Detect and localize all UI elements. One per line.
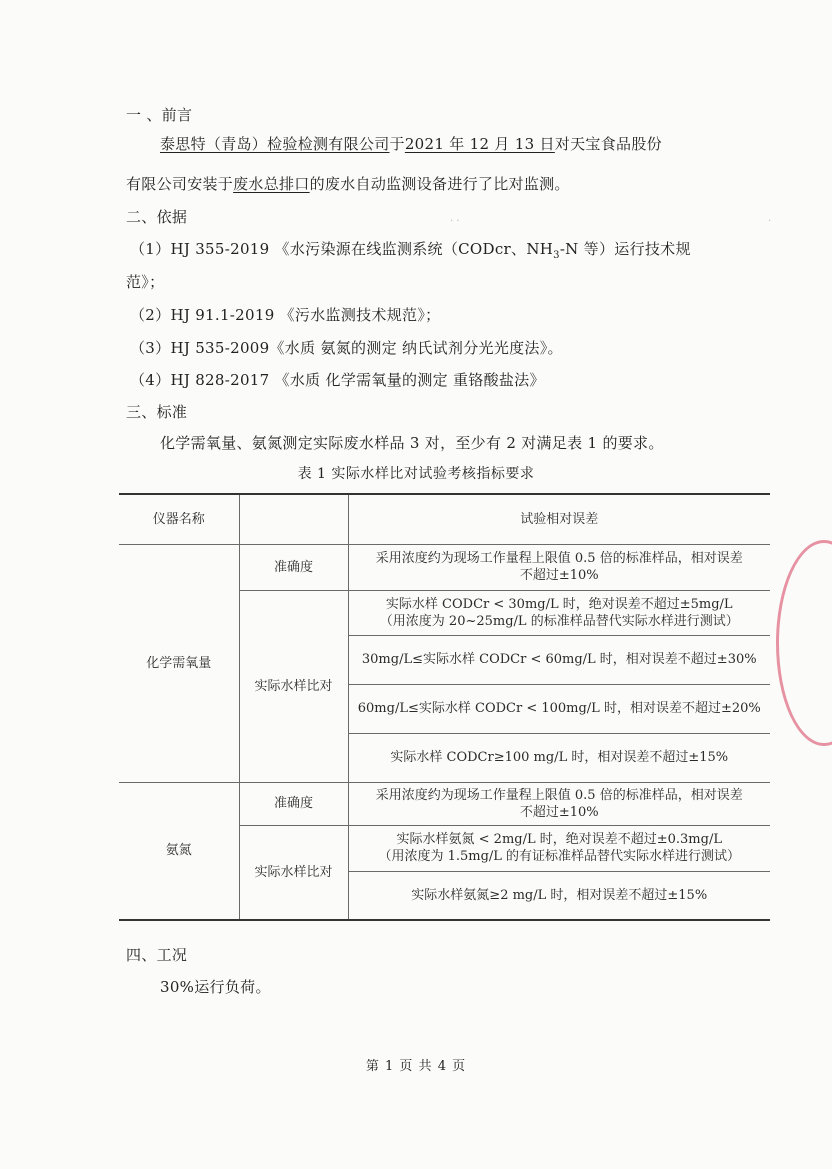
outlet-location: 废水总排口 [233,175,310,193]
cod-rule-1-line-1: 实际水样 CODCr < 30mg/L 时，绝对误差不超过±5mg/L [385,596,733,612]
section-4-heading: 四、工况 [126,946,188,964]
standard-paragraph: 化学需氧量、氨氮测定实际废水样品 3 对，至少有 2 对满足表 1 的要求。 [160,434,664,452]
basis-item-4: （4）HJ 828-2017 《水质 化学需氧量的测定 重铬酸盐法》 [130,371,545,389]
cod-compare-rule-3: 60mg/L≤实际水样 CODCr < 100mg/L 时，相对误差不超过±20% [348,684,770,733]
ammonia-compare-rule-1 [348,825,770,871]
cod-compare-label: 实际水样比对 [239,590,348,782]
cod-compare-rule-4: 实际水样 CODCr≥100 mg/L 时，相对误差不超过±15% [348,733,770,782]
intro-line2-tail: 的废水自动监测设备进行了比对监测。 [309,175,570,193]
ammonia-accuracy-line-1: 采用浓度约为现场工作量程上限值 0.5 倍的标准样品，相对误差 [375,787,743,803]
basis-item-1-wrap: 范》； [126,273,165,291]
basis-item-1-subscript: 3 [553,250,560,261]
basis-item-1-text-cont: -N 等）运行技术规 [559,240,691,258]
header-blank [239,494,348,544]
cod-accuracy-line-2: 不超过±10% [519,568,599,583]
cod-rule-1-line-2: （用浓度为 20~25mg/L 的标准样品替代实际水样进行测试） [379,613,739,629]
basis-item-1 [130,239,691,266]
intro-connector: 于 [389,135,405,153]
basis-item-2: （2）HJ 91.1-2019 《污水监测技术规范》； [130,306,441,324]
section-1-heading: 一 、前言 [126,106,193,124]
cod-name-cell: 化学需氧量 [119,544,239,782]
cod-accuracy-line-1: 采用浓度约为现场工作量程上限值 0.5 倍的标准样品，相对误差 [375,551,743,566]
section-3-heading: 三、标准 [126,403,188,421]
operating-condition: 30%运行负荷。 [160,978,271,996]
ammonia-compare-rule-2: 实际水样氨氮≥2 mg/L 时，相对误差不超过±15% [348,871,770,920]
ammonia-rule-1-line-2: （用浓度为 1.5mg/L 的有证标准样品替代实际水样进行测试） [378,849,741,864]
page-footer: 第 1 页 共 4 页 [365,1059,467,1074]
intro-tail: 对天宝食品股份 [554,135,662,153]
basis-item-1-text: （1）HJ 355-2019 《水污染源在线监测系统（CODcr、NH [130,240,554,258]
table-row [119,544,770,590]
ammonia-accuracy-label: 准确度 [239,782,348,825]
cod-compare-rule-2: 30mg/L≤实际水样 CODCr < 60mg/L 时，相对误差不超过±30% [348,635,770,684]
table-header-row [119,494,770,544]
intro-paragraph-line-1 [160,134,662,154]
scan-speck: · · [450,216,460,227]
table-row [119,782,770,825]
ammonia-name-cell: 氨氮 [119,782,239,920]
ammonia-rule-1-line-1: 实际水样氨氮 < 2mg/L 时，绝对误差不超过±0.3mg/L [396,832,722,847]
ammonia-compare-label: 实际水样比对 [239,825,348,920]
cod-accuracy-label: 准确度 [239,544,348,590]
cod-accuracy-requirement [348,544,770,590]
company-name: 泰思特（青岛）检验检测有限公司 [160,135,390,153]
basis-item-3: （3）HJ 535-2009《水质 氨氮的测定 纳氏试剂分光光度法》。 [130,339,563,357]
cod-compare-rule-1 [348,590,770,635]
ammonia-accuracy-requirement [348,782,770,825]
requirements-table [119,493,770,921]
section-2-heading: 二、依据 [126,208,188,226]
table-caption: 表 1 实际水样比对试验考核指标要求 [297,466,535,482]
intro-line2-head: 有限公司安装于 [126,175,234,193]
scan-speck: · [768,216,772,227]
seal-stamp-fragment [776,540,832,746]
header-instrument-name: 仪器名称 [119,494,239,544]
header-relative-error: 试验相对误差 [348,494,770,544]
ammonia-accuracy-line-2: 不超过±10% [519,804,599,820]
monitoring-date: 2021 年 12 月 13 日 [404,135,555,153]
intro-paragraph-line-2 [126,174,570,194]
